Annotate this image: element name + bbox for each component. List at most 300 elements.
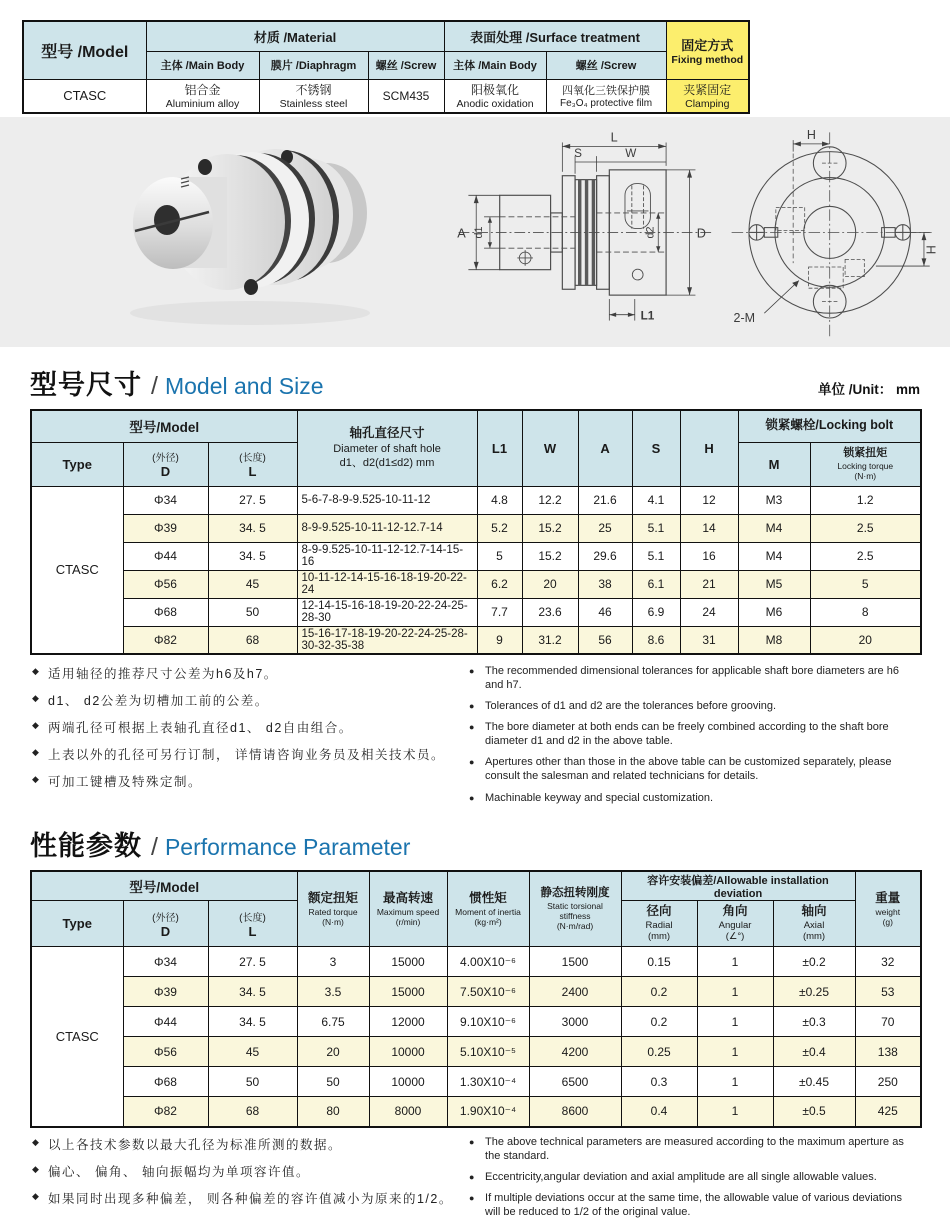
radial-zh: 径向 [646,904,672,919]
cell: 21 [680,570,738,598]
type-column-header: Type [31,901,123,947]
locking-torque-unit: (N·m) [854,470,877,481]
bullet-icon: ● [469,792,475,803]
note-text: The above technical parameters are measured according to the maximum aperture as the standard. [485,1135,904,1162]
type-column-header: Type [31,442,123,486]
cell: 0.2 [621,1007,697,1037]
angular-column-header [697,901,773,947]
cell: Φ68 [123,598,208,626]
note-item [469,1170,920,1184]
size-notes-en [469,664,920,812]
cell: 50 [208,598,297,626]
cell: 14 [680,514,738,542]
surface-main-body-value [444,79,546,113]
cell: 1 [697,1037,773,1067]
unit-note: 单位 /Unit： mm [817,382,920,397]
note-text: 两端孔径可根据上表轴孔直径d1、 d2自由组合。 [48,721,353,735]
cell: 6.9 [632,598,680,626]
cell: ±0.25 [773,977,855,1007]
cell: 45 [208,1037,297,1067]
cell: 15-16-17-18-19-20-22-24-25-28-30-32-35-38 [297,626,477,654]
cell: 8 [810,598,921,626]
table-row [31,542,921,570]
dim-label-L1: L1 [640,309,655,323]
value-en: Clamping [685,98,730,111]
note-text: Tolerances of d1 and d2 are the tolerances before grooving. [485,700,777,713]
value-zh: 铝合金 [184,83,221,98]
cell: 23.6 [522,598,578,626]
cell: ±0.4 [773,1037,855,1067]
note-item [469,664,920,692]
surface-screw-header: 螺丝 /Screw [546,51,666,79]
value-zh: 阳极氧化 [471,83,520,98]
cell: 0.4 [621,1097,697,1127]
cell: 7.50X10⁻⁶ [447,977,529,1007]
cell: Φ44 [123,542,208,570]
cell: Φ39 [123,977,208,1007]
size-table-header [31,410,921,486]
note-item [469,1191,920,1219]
cell: 8.6 [632,626,680,654]
cell: 5 [810,570,921,598]
note-item [32,1162,469,1180]
stiffness-unit: (N·m/rad) [556,921,594,932]
cell: 7.7 [477,598,522,626]
bullet-icon: ◆ [32,1190,41,1201]
cell: 1.90X10⁻⁴ [447,1097,529,1127]
dim-label-H-top: H [806,128,816,143]
note-item [32,745,469,763]
cell: 34. 5 [208,514,297,542]
l-label: L [248,923,257,939]
cell: 56 [578,626,632,654]
note-item [469,720,920,748]
outer-diameter-column-header [123,442,208,486]
locking-torque-column-header [810,442,921,486]
cell: 15.2 [522,514,578,542]
value-zh: 夹紧固定 [683,83,732,98]
value-en: Aluminium alloy [165,98,240,111]
radial-unit: (mm) [647,931,671,943]
bullet-icon: ◆ [32,774,41,784]
dim-label-d1: d1 [473,226,486,239]
dim-label-W: W [625,147,637,161]
cell: 38 [578,570,632,598]
cell: 3.5 [297,977,369,1007]
perf-title-zh: 性能参数 [30,830,142,861]
cell: ±0.5 [773,1097,855,1127]
table-row [31,598,921,626]
cell: 8600 [529,1097,621,1127]
note-item [32,718,469,736]
cell: 5.2 [477,514,522,542]
table-row [31,570,921,598]
cell: 24 [680,598,738,626]
cell: 9.10X10⁻⁶ [447,1007,529,1037]
dim-label-S: S [574,147,582,161]
shaft-hole-header [297,410,477,486]
length-column-header [208,442,297,486]
fixing-method-header [666,21,749,79]
shaft-hole-en: Diameter of shaft hole [333,442,441,455]
weight-unit: (g) [882,916,893,927]
table-row [31,514,921,542]
note-item [32,664,469,682]
cell: 0.25 [621,1037,697,1067]
shaft-hole-range: d1、d2(d1≤d2) mm [339,457,435,470]
locking-bolt-group-header: 锁紧螺栓/Locking bolt [738,410,921,442]
cell: 12-14-15-16-18-19-20-22-24-25-28-30 [297,598,477,626]
size-notes-zh [32,664,469,812]
cell: 15000 [369,977,447,1007]
radial-column-header [621,901,697,947]
perf-notes-en [469,1135,920,1226]
d-label-zh: (外径) [152,912,179,924]
cell: Φ82 [123,1097,208,1127]
cell: Φ44 [123,1007,208,1037]
cell: 4.00X10⁻⁶ [447,947,529,977]
material-diaphragm-header: 膜片 /Diaphragm [259,51,368,79]
cell: 68 [208,1097,297,1127]
stiffness-zh: 静态扭转刚度 [540,887,610,900]
side-view-drawing [428,117,728,347]
table-row [31,1037,921,1067]
cell: M6 [738,598,810,626]
cell: 8-9-9.525-10-11-12-12.7-14-15-16 [297,542,477,570]
cell: 31 [680,626,738,654]
cell: 15000 [369,947,447,977]
d-label-zh: (外径) [152,453,179,464]
weight-en: weight [875,906,901,917]
perf-table-header [31,871,921,947]
note-item [32,691,469,709]
material-screw-header: 螺丝 /Screw [368,51,444,79]
surface-main-body-header: 主体 /Main Body [444,51,546,79]
radial-en: Radial [645,920,673,932]
col-header-W: W [522,410,578,486]
d-label: D [160,464,171,479]
cell: 0.3 [621,1067,697,1097]
model-size-table [30,409,922,655]
cell: 16 [680,542,738,570]
note-text: 上表以外的孔径可另行订制， 详情请咨询业务员及相关技术员。 [48,748,445,762]
note-text: The bore diameter at both ends can be freely combined according to the shaft bore diameter d1 and d2 in the above table. [485,721,889,748]
bullet-icon: ● [469,1136,475,1147]
torque-en: Rated torque [308,906,358,917]
cell: 1 [697,947,773,977]
cell: M3 [738,486,810,514]
perf-section-title [30,824,920,863]
size-notes [32,664,920,812]
axial-unit: (mm) [802,931,826,943]
outer-diameter-column-header [123,901,208,947]
rated-torque-header [297,871,369,947]
cell: 46 [578,598,632,626]
cell: 21.6 [578,486,632,514]
cell: M4 [738,514,810,542]
cell: 20 [810,626,921,654]
perf-title-en: Performance Parameter [164,833,411,860]
cell: 20 [522,570,578,598]
cell: 5.1 [632,514,680,542]
note-text: If multiple deviations occur at the same time, the allowable value of various deviations will be reduced to 1/2 of the original value. [485,1191,903,1218]
table-row [31,1097,921,1127]
cell: 53 [855,977,921,1007]
front-view-drawing [722,117,948,343]
cell: 10-11-12-14-15-16-18-19-20-22-24 [297,570,477,598]
bullet-icon: ● [469,666,475,676]
title-slash: / [151,832,158,861]
stiffness-en: Static torsional stiffness [547,900,603,921]
torque-unit: (N·m) [322,916,344,927]
cell: 6.75 [297,1007,369,1037]
note-item [469,699,920,713]
material-main-body-value [146,79,259,113]
model-column-header: 型号 /Model [23,21,146,79]
size-table-body [31,486,921,654]
cell: 12 [680,486,738,514]
cell: 32 [855,947,921,977]
speed-en: Maximum speed [376,906,440,917]
cell: M4 [738,542,810,570]
cell: 70 [855,1007,921,1037]
cell: 31.2 [522,626,578,654]
col-header-S: S [632,410,680,486]
cell: 6.1 [632,570,680,598]
performance-table [30,870,922,1128]
material-main-body-header: 主体 /Main Body [146,51,259,79]
cell: 0.2 [621,977,697,1007]
angular-zh: 角向 [722,904,748,919]
inertia-header [447,871,529,947]
cell: ±0.45 [773,1067,855,1097]
material-group-header: 材质 /Material [146,21,444,51]
d-label: D [160,923,171,939]
col-header-L1: L1 [477,410,522,486]
cell: 50 [297,1067,369,1097]
table-row [31,626,921,654]
bullet-icon: ● [469,722,475,733]
cell: 138 [855,1037,921,1067]
title-slash: / [151,372,158,400]
note-text: d1、 d2公差为切槽加工前的公差。 [48,694,269,708]
cell: 9 [477,626,522,654]
cell: Φ56 [123,570,208,598]
note-item [469,1135,920,1163]
cell: 1 [697,977,773,1007]
length-column-header [208,901,297,947]
dim-label-d2: d2 [644,226,657,239]
note-text: Eccentricity,angular deviation and axial amplitude are all single allowable values. [485,1170,877,1183]
cell: 1.30X10⁻⁴ [447,1067,529,1097]
table-row [31,977,921,1007]
col-header-H: H [680,410,738,486]
bullet-icon: ◆ [32,1163,41,1174]
cell: 0.15 [621,947,697,977]
cell: 425 [855,1097,921,1127]
table-row [31,947,921,977]
torque-zh: 额定扭矩 [308,890,359,905]
cell: 3000 [529,1007,621,1037]
cell: 6.2 [477,570,522,598]
cell: 8000 [369,1097,447,1127]
surface-group-header: 表面处理 /Surface treatment [444,21,666,51]
model-group-header: 型号/Model [31,410,297,442]
note-item [32,1189,469,1207]
col-header-A: A [578,410,632,486]
note-text: Apertures other than those in the above table can be customized separately, please consult the salesman and related technicians for details. [485,756,892,783]
cell: 1 [697,1067,773,1097]
cell: ±0.3 [773,1007,855,1037]
cell: 27. 5 [208,947,297,977]
perf-table-body [31,947,921,1127]
surface-screw-value [546,79,666,113]
type-cell: CTASC [31,947,123,1127]
bullet-icon: ● [469,701,475,712]
size-section-title [30,363,920,402]
model-value: CTASC [23,79,146,113]
cell: 1 [697,1097,773,1127]
l-label-zh: (长度) [239,912,266,924]
cell: 45 [208,570,297,598]
note-text: 适用轴径的推荐尺寸公差为h6及h7。 [48,667,278,681]
cell: 6500 [529,1067,621,1097]
cell: M8 [738,626,810,654]
table-row [31,1007,921,1037]
cell: 12000 [369,1007,447,1037]
model-group-header: 型号/Model [31,871,297,901]
perf-notes-zh [32,1135,469,1226]
cell: 29.6 [578,542,632,570]
inertia-unit: (kg·m²) [474,916,502,927]
speed-zh: 最高转速 [383,890,434,905]
material-spec-table [22,20,750,114]
axial-zh: 轴向 [801,904,827,919]
note-item [469,791,920,805]
cell: 1 [697,1007,773,1037]
angular-en: Angular [718,920,752,932]
bullet-icon: ● [469,1192,475,1203]
stiffness-header [529,871,621,947]
locking-torque-en: Locking torque [837,460,894,471]
cell: 4.1 [632,486,680,514]
axial-en: Axial [803,920,825,932]
cell: Φ68 [123,1067,208,1097]
bullet-icon: ◆ [32,747,41,757]
cell: 3 [297,947,369,977]
bolt-count-label: 2-M [733,310,756,325]
cell: 25 [578,514,632,542]
cell: 10000 [369,1037,447,1067]
cell: 2400 [529,977,621,1007]
cell: 80 [297,1097,369,1127]
value-en: Anodic oxidation [456,98,534,111]
cell: Φ82 [123,626,208,654]
cell: 20 [297,1037,369,1067]
deviation-group-header: 容许安装偏差/Allowable installation deviation [621,871,855,901]
shaft-hole-zh: 轴孔直径尺寸 [349,426,425,441]
cell: 1.2 [810,486,921,514]
note-item [32,1135,469,1153]
bullet-icon: ◆ [32,1136,41,1147]
weight-header [855,871,921,947]
dim-label-L: L [610,129,618,145]
cell: 1500 [529,947,621,977]
cell: 250 [855,1067,921,1097]
cell: 4.8 [477,486,522,514]
cell: 34. 5 [208,542,297,570]
bullet-icon: ◆ [32,666,41,676]
cell: 2.5 [810,514,921,542]
cell: 15.2 [522,542,578,570]
note-text: Machinable keyway and special customization. [485,791,714,804]
perf-notes [32,1135,920,1226]
cell: Φ56 [123,1037,208,1067]
cell: 50 [208,1067,297,1097]
cell: 34. 5 [208,1007,297,1037]
material-screw-value: SCM435 [368,79,444,113]
l-label: L [248,464,257,479]
value-zh: 不锈钢 [295,83,332,98]
cell: 5.1 [632,542,680,570]
cell: 27. 5 [208,486,297,514]
product-photo [55,117,435,347]
cell: 5 [477,542,522,570]
bullet-icon: ● [469,757,475,768]
note-text: The recommended dimensional tolerances for applicable shaft bore diameters are h6 and h7. [485,665,899,692]
axial-column-header [773,901,855,947]
cell: 5-6-7-8-9-9.525-10-11-12 [297,486,477,514]
product-image-banner [0,117,950,347]
note-item [32,772,469,790]
cell: 8-9-9.525-10-11-12-12.7-14 [297,514,477,542]
bolt-size-column-header: M [738,442,810,486]
inertia-zh: 惯性矩 [469,890,507,905]
size-title-en: Model and Size [164,373,324,399]
bullet-icon: ◆ [32,693,41,703]
material-diaphragm-value [259,79,368,113]
fixing-header-en: Fixing method [671,53,744,66]
cell: Φ34 [123,486,208,514]
cell: Φ34 [123,947,208,977]
cell: ±0.2 [773,947,855,977]
cell: 5.10X10⁻⁵ [447,1037,529,1067]
size-title-zh: 型号尺寸 [30,370,142,400]
cell: Φ39 [123,514,208,542]
angular-unit: (∠°) [725,931,745,943]
cell: 34. 5 [208,977,297,1007]
value-en: Stainless steel [279,98,348,111]
dim-label-D: D [696,225,706,241]
cell: 10000 [369,1067,447,1097]
fixing-method-value [666,79,749,113]
cell: 68 [208,626,297,654]
value-en: Fe₃O₄ protective film [560,98,653,110]
fixing-header-zh: 固定方式 [681,37,734,53]
dim-label-A: A [457,225,466,241]
speed-unit: (r/min) [395,916,421,927]
cell: 2.5 [810,542,921,570]
locking-torque-zh: 锁紧扭矩 [843,446,888,459]
note-text: 以上各技术参数以最大孔径为标准所测的数据。 [48,1137,343,1152]
datasheet-page [0,20,950,1218]
bullet-icon: ◆ [32,720,41,730]
l-label-zh: (长度) [239,453,266,464]
note-text: 可加工键槽及特殊定制。 [48,775,203,789]
note-text: 如果同时出现多种偏差， 则各种偏差的容许值减小为原来的1/2。 [48,1191,453,1206]
note-text: 偏心、 偏角、 轴向振幅均为单项容许值。 [48,1164,310,1179]
max-speed-header [369,871,447,947]
